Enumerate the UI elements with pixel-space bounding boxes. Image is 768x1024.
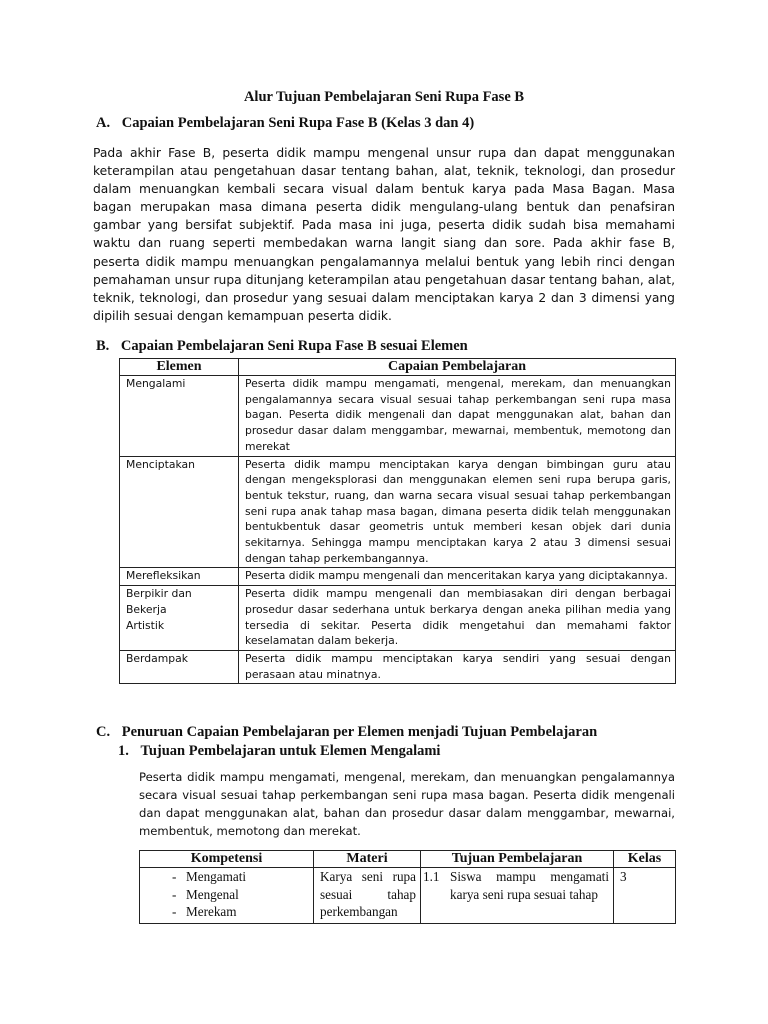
capaian-cell: Peserta didik mampu menciptakan karya dengan bimbingan guru atau dengan mengeksplorasi dan menggunakan elemen seni rupa berupa garis, bentuk tekstur, ruang, dan warna secara visual sesuai tahap perkembangan seni rupa anak tahap masa bagan, dimana peserta didik telah menggunakan bentukbentuk dasar geometris untuk memberi kesan objek dari dunia sekitarnya. Sehingga mampu menciptakan karya 2 atau 3 dimensi sesuai dengan tahap perkembangannya. — [239, 456, 676, 568]
header-kelas: Kelas — [614, 851, 676, 868]
subsection-1-title: Tujuan Pembelajaran untuk Elemen Mengalami — [140, 743, 441, 759]
elemen-table — [119, 358, 676, 684]
kompetensi-list — [146, 868, 309, 921]
section-a-label: A. — [96, 115, 111, 131]
elemen-cell: Merefleksikan — [120, 568, 239, 586]
section-b-heading — [96, 338, 468, 355]
capaian-cell: Peserta didik mampu mengamati, mengenal, merekam, dan menuangkan pengalamannya secara visual sesuai tahap perkembangan seni rupa masa bagan. Peserta didik mengenali dan dapat menggunakan alat, bahan dan prosedur dasar dalam menggambar, mewarnai, membentuk, memotong dan merekat — [239, 376, 676, 457]
table-header-row — [140, 851, 676, 868]
table-row — [120, 650, 676, 683]
table-row — [120, 456, 676, 568]
header-capaian: Capaian Pembelajaran — [239, 359, 676, 376]
header-materi: Materi — [314, 851, 421, 868]
section-c-heading — [96, 724, 597, 741]
section-b-label: B. — [96, 338, 110, 354]
elemen-cell: Mengalami — [120, 376, 239, 457]
section-a-paragraph: Pada akhir Fase B, peserta didik mampu mengenal unsur rupa dan dapat menggunakan keterampilan atau pengetahuan dasar tentang bahan, alat, teknik, teknologi, dan prosedur dalam menuangkan kembali secara visual dalam bentuk karya pada Masa Bagan. Masa bagan merupakan masa dimana peserta didik mengulang-ulang bentuk dan penafsiran gambar yang bersifat subjektif. Pada masa ini juga, peserta didik sudah bisa memahami waktu dan ruang seperti membedakan warna langit siang dan sore. Pada akhir fase B, peserta didik mampu menuangkan pengalamannya melalui bentuk yang lebih rinci dengan pemahaman unsur rupa ditunjang keterampilan atau pengetahuan dasar tentang bahan, alat, teknik, teknologi, dan prosedur yang sesuai dalam menciptakan karya 2 dan 3 dimensi yang dipilih sesuai dengan kemampuan peserta didik. — [93, 146, 675, 323]
section-b-title: Capaian Pembelajaran Seni Rupa Fase B sesuai Elemen — [120, 338, 468, 354]
section-a-heading — [96, 115, 474, 132]
table-header-row — [120, 359, 676, 376]
kompetensi-cell — [140, 868, 314, 924]
subsection-1-heading — [118, 743, 440, 760]
list-item: - Merekam — [172, 903, 309, 921]
capaian-cell: Peserta didik mampu mengenali dan menceritakan karya yang diciptakannya. — [239, 568, 676, 586]
materi-cell: Karya seni rupa sesuai tahap perkembangan — [314, 868, 421, 924]
section-c-label: C. — [96, 724, 111, 740]
header-tujuan: Tujuan Pembelajaran — [421, 851, 614, 868]
elemen-cell: Berdampak — [120, 650, 239, 683]
section-c-title: Penuruan Capaian Pembelajaran per Elemen menjadi Tujuan Pembelajaran — [121, 724, 598, 740]
header-elemen: Elemen — [120, 359, 239, 376]
capaian-cell: Peserta didik mampu mengenali dan membiasakan diri dengan berbagai prosedur dasar sederhana untuk berkarya dengan aneka pilihan media yang tersedia di sekitar. Peserta didik mengetahui dan memahami faktor keselamatan dalam bekerja. — [239, 586, 676, 651]
elemen-cell: Menciptakan — [120, 456, 239, 568]
capaian-cell: Peserta didik mampu menciptakan karya sendiri yang sesuai dengan perasaan atau minatnya. — [239, 650, 676, 683]
elemen-cell: Berpikir dan Bekerja Artistik — [120, 586, 239, 651]
tujuan-table — [139, 850, 676, 924]
table-row — [120, 586, 676, 651]
table-row — [120, 376, 676, 457]
subsection-1-label: 1. — [118, 743, 129, 759]
header-kompetensi: Kompetensi — [140, 851, 314, 868]
list-item: - Mengamati — [172, 868, 309, 886]
table-row — [120, 568, 676, 586]
tujuan-cell — [421, 868, 614, 924]
subsection-1-paragraph: Peserta didik mampu mengamati, mengenal, merekam, dan menuangkan pengalamannya secara visual sesuai tahap perkembangan seni rupa masa bagan. Peserta didik mengenali dan dapat menggunakan alat, bahan dan prosedur dasar dalam menggambar, mewarnai, membentuk, memotong dan merekat. — [139, 770, 675, 839]
table-row — [140, 868, 676, 924]
document-title: Alur Tujuan Pembelajaran Seni Rupa Fase B — [243, 89, 525, 105]
list-item: - Mengenal — [172, 886, 309, 904]
section-a-title: Capaian Pembelajaran Seni Rupa Fase B (Kelas 3 dan 4) — [121, 115, 475, 131]
kelas-cell: 3 — [614, 868, 676, 924]
tujuan-number: 1.1 — [423, 869, 440, 884]
tujuan-text: Siswa mampu mengamati karya seni rupa sesuai tahap — [450, 869, 609, 902]
